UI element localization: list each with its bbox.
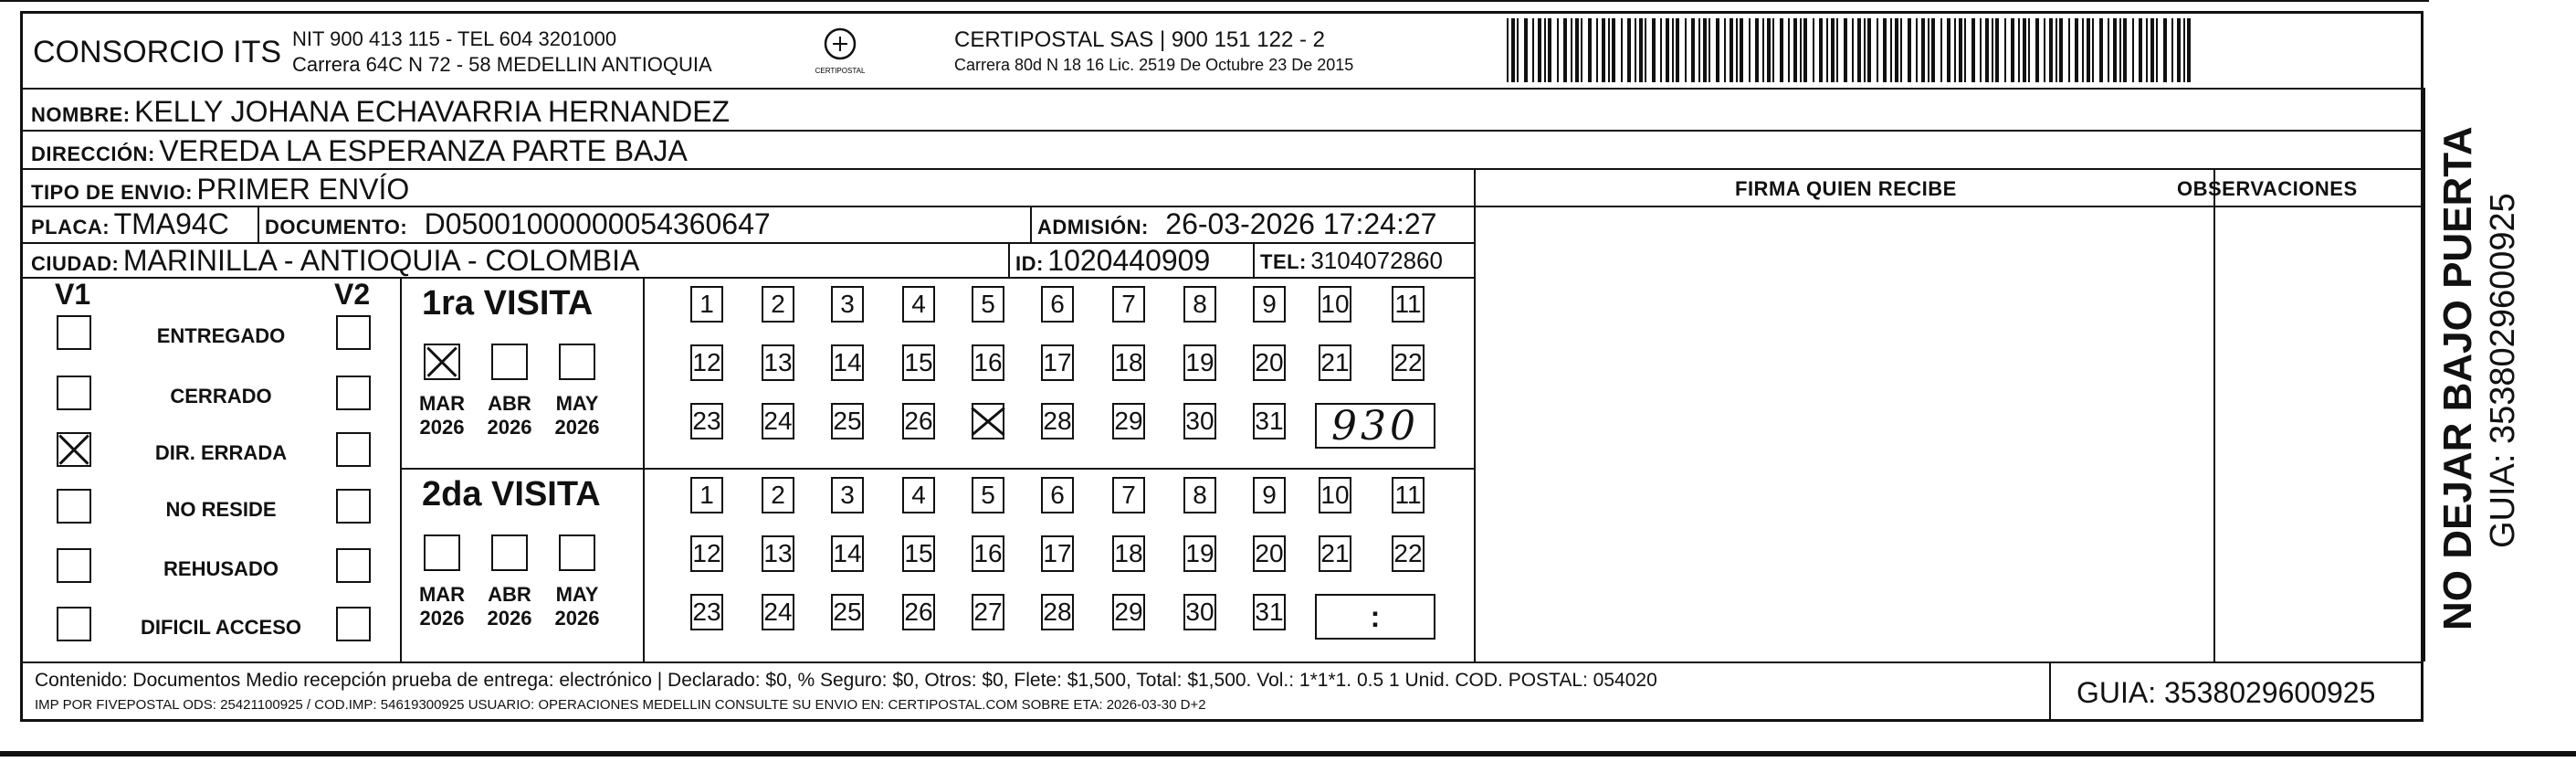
barcode-bar [1639, 18, 1643, 82]
day-checkbox[interactable]: 17 [1041, 344, 1074, 381]
day-checkbox[interactable]: 23 [690, 594, 723, 630]
day-checkbox[interactable]: 2 [762, 286, 794, 323]
day-checkbox[interactable]: 15 [902, 344, 935, 381]
barcode [1507, 18, 2192, 82]
barcode-bar [1980, 18, 1982, 82]
direccion-row [31, 136, 688, 165]
observaciones-header: OBSERVACIONES [2177, 177, 2358, 200]
barcode-bar [1575, 18, 1579, 82]
firma-header: FIRMA QUIEN RECIBE [1735, 177, 1957, 200]
day-checkbox[interactable]: 11 [1392, 477, 1425, 513]
barcode-bar [1507, 18, 1509, 82]
barcode-bar [2108, 18, 2109, 82]
barcode-bar [1588, 18, 1592, 82]
barcode-bar [1724, 18, 1726, 82]
barcode-bar [1730, 18, 1733, 82]
visit-title: 2da VISITA [422, 475, 601, 513]
placa-value: TMA94C [113, 207, 229, 240]
barcode-bar [2023, 18, 2026, 82]
status-option-label: DIR. ERRADA [154, 441, 288, 464]
day-checkbox[interactable]: 1 [690, 477, 723, 513]
barcode-bar [1908, 18, 1911, 82]
day-checkbox[interactable]: 10 [1319, 477, 1351, 513]
day-checkbox[interactable]: 28 [1041, 594, 1074, 630]
day-checkbox[interactable]: 20 [1253, 344, 1286, 381]
barcode-bar [2028, 18, 2030, 82]
footer-print-line: IMP POR FIVEPOSTAL ODS: 25421100925 / COD.IMP: 54619300925 USUARIO: OPERACIONES MEDELLIN CONSULTE SU ENVIO EN: CERTIPOSTAL.COM SOBRE ETA: 2026-03-30 D+2 [35, 697, 1206, 713]
barcode-bar [2183, 18, 2185, 82]
barcode-bar [1691, 18, 1695, 82]
company-nit: NIT 900 413 115 - TEL 604 3201000 [292, 27, 617, 50]
barcode-bar [1928, 18, 1929, 82]
barcode-bar [2004, 18, 2006, 82]
barcode-bar [1803, 18, 1807, 82]
barcode-bar [2163, 18, 2167, 82]
day-checkbox[interactable]: 18 [1112, 344, 1145, 381]
footer-content-line: Contenido: Documentos Medio recepción prueba de entrega: electrónico | Declarado: $0, % Seguro: $0, Otros: $0, Flete: $1,500, Total: $1,500. Vol.: 1*1*1. 0.5 1 Unid. COD. POSTAL: 054020 [35, 670, 1657, 691]
barcode-bar [2087, 18, 2090, 82]
ciudad-value: MARINILLA - ANTIOQUIA - COLOMBIA [122, 244, 640, 277]
barcode-bar [2099, 18, 2103, 82]
v2-checkbox[interactable] [336, 489, 371, 524]
month-label: ABR [488, 392, 531, 415]
month-label: MAY [555, 583, 599, 606]
logo-text: CERTIPOSTAL [815, 67, 866, 75]
admision-value: 26-03-2026 17:24:27 [1165, 207, 1437, 240]
documento-value: D05001000000054360647 [424, 207, 771, 240]
day-checkbox[interactable]: 9 [1253, 477, 1286, 513]
barcode-bar [2187, 18, 2191, 82]
barcode-bar [1877, 18, 1878, 82]
barcode-bar [2082, 18, 2084, 82]
day-checkbox[interactable]: 14 [831, 344, 864, 381]
barcode-bar [1883, 18, 1887, 82]
day-checkbox[interactable]: 20 [1253, 535, 1286, 572]
day-checkbox[interactable]: 16 [972, 535, 1004, 572]
day-checkbox[interactable]: 23 [690, 403, 723, 439]
barcode-bar [2011, 18, 2014, 82]
barcode-bar [1992, 18, 1993, 82]
day-checkbox[interactable]: 19 [1183, 344, 1216, 381]
barcode-bar [1645, 18, 1646, 82]
month-checkbox[interactable] [559, 534, 595, 571]
side-notice-text: NO DEJAR BAJO PUERTA [2435, 126, 2480, 630]
day-checkbox[interactable]: 6 [1041, 286, 1074, 323]
visit-time-box[interactable] [1315, 403, 1435, 449]
barcode-bar [1800, 18, 1802, 82]
barcode-bar [1819, 18, 1823, 82]
barcode-bar [2146, 18, 2148, 82]
carrier-name: CERTIPOSTAL SAS | 900 151 122 - 2 [954, 27, 1325, 52]
barcode-bar [1608, 18, 1610, 82]
barcode-bar [2059, 18, 2063, 82]
barcode-bar [1672, 18, 1674, 82]
barcode-bar [1517, 18, 1519, 82]
visit-time-value: 930 [1331, 402, 1419, 450]
day-checkbox[interactable]: 16 [972, 344, 1004, 381]
barcode-bar [1740, 18, 1743, 82]
v1-checkbox[interactable] [57, 607, 91, 641]
barcode-bar [1666, 18, 1669, 82]
barcode-bar [1635, 18, 1636, 82]
v2-checkbox[interactable] [336, 432, 371, 467]
status-option-label: REHUSADO [163, 557, 279, 580]
barcode-bar [2119, 18, 2121, 82]
barcode-bar [1971, 18, 1975, 82]
barcode-bar [1544, 18, 1546, 82]
barcode-bar [2156, 18, 2158, 82]
day-checkbox[interactable]: 28 [1041, 403, 1074, 439]
month-checkbox[interactable] [491, 534, 528, 571]
barcode-bar [1836, 18, 1838, 82]
barcode-bar [1867, 18, 1871, 82]
barcode-bar [1755, 18, 1759, 82]
day-checkbox[interactable]: 27 [972, 594, 1004, 630]
barcode-bar [1831, 18, 1835, 82]
day-checkbox[interactable]: 31 [1253, 594, 1286, 630]
visit-time-value: : [1370, 599, 1381, 633]
id-row [1015, 246, 1210, 275]
barcode-bar [1900, 18, 1902, 82]
barcode-bar [1709, 18, 1710, 82]
barcode-bar [1864, 18, 1866, 82]
barcode-bar [1538, 18, 1541, 82]
nombre-value: KELLY JOHANA ECHAVARRIA HERNANDEZ [134, 95, 731, 128]
v1-checkbox[interactable] [57, 376, 91, 410]
v2-label: V2 [334, 278, 371, 311]
barcode-bar [1596, 18, 1598, 82]
barcode-bar [1762, 18, 1764, 82]
status-option-label: CERRADO [170, 385, 272, 407]
barcode-bar [1767, 18, 1771, 82]
barcode-bar [1602, 18, 1605, 82]
day-checkbox[interactable]: 21 [1319, 535, 1351, 572]
day-checkbox[interactable]: 9 [1253, 286, 1286, 323]
tel-value: 3104072860 [1310, 247, 1443, 274]
barcode-bar [1676, 18, 1679, 82]
barcode-bar [1716, 18, 1719, 82]
day-checkbox[interactable]: 11 [1392, 286, 1425, 323]
month-label: MAY [555, 392, 599, 415]
company-name: CONSORCIO ITS [33, 35, 282, 69]
barcode-bar [1852, 18, 1854, 82]
barcode-bar [1612, 18, 1615, 82]
v1-checkbox[interactable] [57, 489, 91, 524]
month-year: 2026 [554, 607, 600, 630]
barcode-bar [1931, 18, 1935, 82]
day-checkbox[interactable]: 5 [972, 286, 1004, 323]
barcode-bar [1793, 18, 1797, 82]
direccion-label: DIRECCIÓN: [31, 143, 155, 165]
day-checkbox[interactable]: 30 [1183, 594, 1216, 630]
day-checkbox[interactable]: 26 [902, 403, 935, 439]
tipo-envio-row [31, 175, 409, 204]
day-checkbox[interactable]: 13 [762, 535, 794, 572]
day-checkbox[interactable]: 30 [1183, 403, 1216, 439]
barcode-bar [2113, 18, 2117, 82]
barcode-bar [1940, 18, 1942, 82]
day-checkbox[interactable]: 7 [1112, 477, 1145, 513]
status-option-label: ENTREGADO [156, 324, 286, 347]
barcode-bar [1954, 18, 1956, 82]
direccion-value: VEREDA LA ESPERANZA PARTE BAJA [159, 134, 688, 167]
barcode-bar [1698, 18, 1700, 82]
day-checkbox[interactable]: 2 [762, 477, 794, 513]
day-checkbox[interactable]: 22 [1392, 535, 1425, 572]
barcode-bar [1532, 18, 1534, 82]
carrier-address: Carrera 80d N 18 16 Lic. 2519 De Octubre 23 De 2015 [954, 56, 1354, 74]
day-checkbox[interactable]: 8 [1183, 477, 1216, 513]
barcode-bar [1813, 18, 1814, 82]
footer-guia: GUIA: 3538029600925 [2077, 676, 2376, 709]
certipostal-logo [813, 24, 867, 79]
barcode-bar [1563, 18, 1567, 82]
barcode-bar [1947, 18, 1950, 82]
day-checkbox[interactable]: 25 [831, 594, 864, 630]
barcode-bar [1524, 18, 1528, 82]
day-checkbox[interactable]: 3 [831, 477, 864, 513]
barcode-bar [1844, 18, 1847, 82]
barcode-bar [1548, 18, 1551, 82]
barcode-bar [1736, 18, 1738, 82]
barcode-bar [2056, 18, 2057, 82]
barcode-bar [2075, 18, 2078, 82]
barcode-bar [1703, 18, 1707, 82]
barcode-bar [1627, 18, 1631, 82]
tipo-envio-value: PRIMER ENVÍO [196, 173, 410, 206]
nombre-row [31, 97, 730, 126]
barcode-bar [2150, 18, 2154, 82]
ciudad-row [31, 246, 639, 275]
day-checkbox[interactable]: 24 [762, 403, 794, 439]
day-checkbox[interactable]: 10 [1319, 286, 1351, 323]
tel-label: TEL: [1260, 250, 1307, 273]
v1-checkbox[interactable] [57, 315, 91, 350]
month-year: 2026 [419, 416, 465, 439]
barcode-bar [1916, 18, 1918, 82]
admision-row [1037, 209, 1436, 238]
day-checkbox[interactable]: 21 [1319, 344, 1351, 381]
v2-checkbox[interactable] [336, 548, 371, 583]
nombre-label: NOMBRE: [31, 103, 131, 126]
documento-label: DOCUMENTO: [265, 216, 408, 238]
barcode-bar [1985, 18, 1989, 82]
barcode-bar [2132, 18, 2134, 82]
barcode-bar [2018, 18, 2020, 82]
barcode-bar [2123, 18, 2127, 82]
month-year: 2026 [554, 416, 600, 439]
month-label: MAR [418, 392, 466, 415]
barcode-bar [2035, 18, 2039, 82]
month-label: MAR [418, 583, 466, 606]
barcode-bar [2044, 18, 2045, 82]
barcode-bar [1557, 18, 1559, 82]
barcode-bar [1511, 18, 1515, 82]
day-checkbox[interactable]: 12 [690, 344, 723, 381]
barcode-bar [1921, 18, 1925, 82]
barcode-bar [2177, 18, 2181, 82]
barcode-bar [1685, 18, 1687, 82]
day-checkbox[interactable]: 29 [1112, 403, 1145, 439]
day-checkbox[interactable]: 5 [972, 477, 1004, 513]
barcode-bar [1964, 18, 1966, 82]
documento-row [265, 209, 771, 238]
day-checkbox[interactable]: 8 [1183, 286, 1216, 323]
id-value: 1020440909 [1047, 244, 1211, 277]
ciudad-label: CIUDAD: [31, 252, 120, 275]
company-address: Carrera 64C N 72 - 58 MEDELLIN ANTIOQUIA [292, 53, 712, 76]
day-checkbox[interactable]: 1 [690, 286, 723, 323]
barcode-bar [2139, 18, 2142, 82]
day-checkbox[interactable]: 22 [1392, 344, 1425, 381]
v2-checkbox[interactable] [336, 607, 371, 641]
day-checkbox[interactable]: 14 [831, 535, 864, 572]
day-checkbox[interactable]: 7 [1112, 286, 1145, 323]
placa-label: PLACA: [31, 216, 110, 238]
month-checkbox[interactable] [424, 344, 460, 380]
barcode-bar [2068, 18, 2070, 82]
day-checkbox[interactable]: 29 [1112, 594, 1145, 630]
month-checkbox[interactable] [424, 534, 460, 571]
v1-checkbox[interactable] [57, 432, 91, 467]
day-checkbox[interactable]: 24 [762, 594, 794, 630]
barcode-bar [1788, 18, 1790, 82]
barcode-bar [1826, 18, 1828, 82]
day-checkbox[interactable]: 19 [1183, 535, 1216, 572]
barcode-bar [1581, 18, 1582, 82]
visit-title: 1ra VISITA [422, 284, 594, 323]
day-checkbox[interactable]: 25 [831, 403, 864, 439]
month-checkbox[interactable] [559, 344, 595, 380]
barcode-bar [1660, 18, 1662, 82]
month-year: 2026 [419, 607, 465, 630]
visit-time-box[interactable] [1315, 594, 1435, 640]
barcode-bar [1890, 18, 1892, 82]
barcode-bar [2049, 18, 2053, 82]
day-checkbox[interactable]: 4 [902, 286, 935, 323]
admision-label: ADMISIÓN: [1037, 216, 1149, 238]
barcode-bar [1772, 18, 1774, 82]
barcode-bar [1749, 18, 1751, 82]
page-top-rule [0, 0, 2429, 2]
month-year: 2026 [487, 607, 532, 630]
barcode-bar [2171, 18, 2173, 82]
day-checkbox[interactable]: 6 [1041, 477, 1074, 513]
id-label: ID: [1015, 252, 1044, 275]
v2-checkbox[interactable] [336, 315, 371, 350]
side-guia-text: GUIA: 3538029600925 [2484, 193, 2522, 548]
month-year: 2026 [487, 416, 532, 439]
day-checkbox[interactable]: 31 [1253, 403, 1286, 439]
month-label: ABR [488, 583, 531, 606]
day-checkbox[interactable]: 4 [902, 477, 935, 513]
tel-row [1260, 249, 1443, 272]
barcode-bar [1780, 18, 1783, 82]
day-checkbox[interactable]: 12 [690, 535, 723, 572]
v2-checkbox[interactable] [336, 376, 371, 410]
status-option-label: NO RESIDE [165, 498, 277, 521]
barcode-bar [1571, 18, 1572, 82]
day-checkbox[interactable]: 13 [762, 344, 794, 381]
page-bottom-rule [0, 751, 2576, 757]
barcode-bar [2092, 18, 2094, 82]
placa-row [31, 209, 229, 238]
month-checkbox[interactable] [491, 344, 528, 380]
barcode-bar [1652, 18, 1656, 82]
barcode-bar [1857, 18, 1861, 82]
barcode-bar [1959, 18, 1962, 82]
day-checkbox[interactable]: 17 [1041, 535, 1074, 572]
v1-label: V1 [55, 278, 91, 311]
status-option-label: DIFICIL ACCESO [140, 616, 301, 639]
tipo-envio-label: TIPO DE ENVIO: [31, 181, 193, 204]
barcode-bar [1621, 18, 1623, 82]
day-checkbox[interactable]: 18 [1112, 535, 1145, 572]
day-checkbox[interactable]: 26 [902, 594, 935, 630]
barcode-bar [1895, 18, 1898, 82]
day-checkbox[interactable]: 3 [831, 286, 864, 323]
v1-checkbox[interactable] [57, 548, 91, 583]
day-checkbox[interactable]: 15 [902, 535, 935, 572]
day-checkbox[interactable] [972, 403, 1004, 439]
barcode-bar [1995, 18, 1999, 82]
